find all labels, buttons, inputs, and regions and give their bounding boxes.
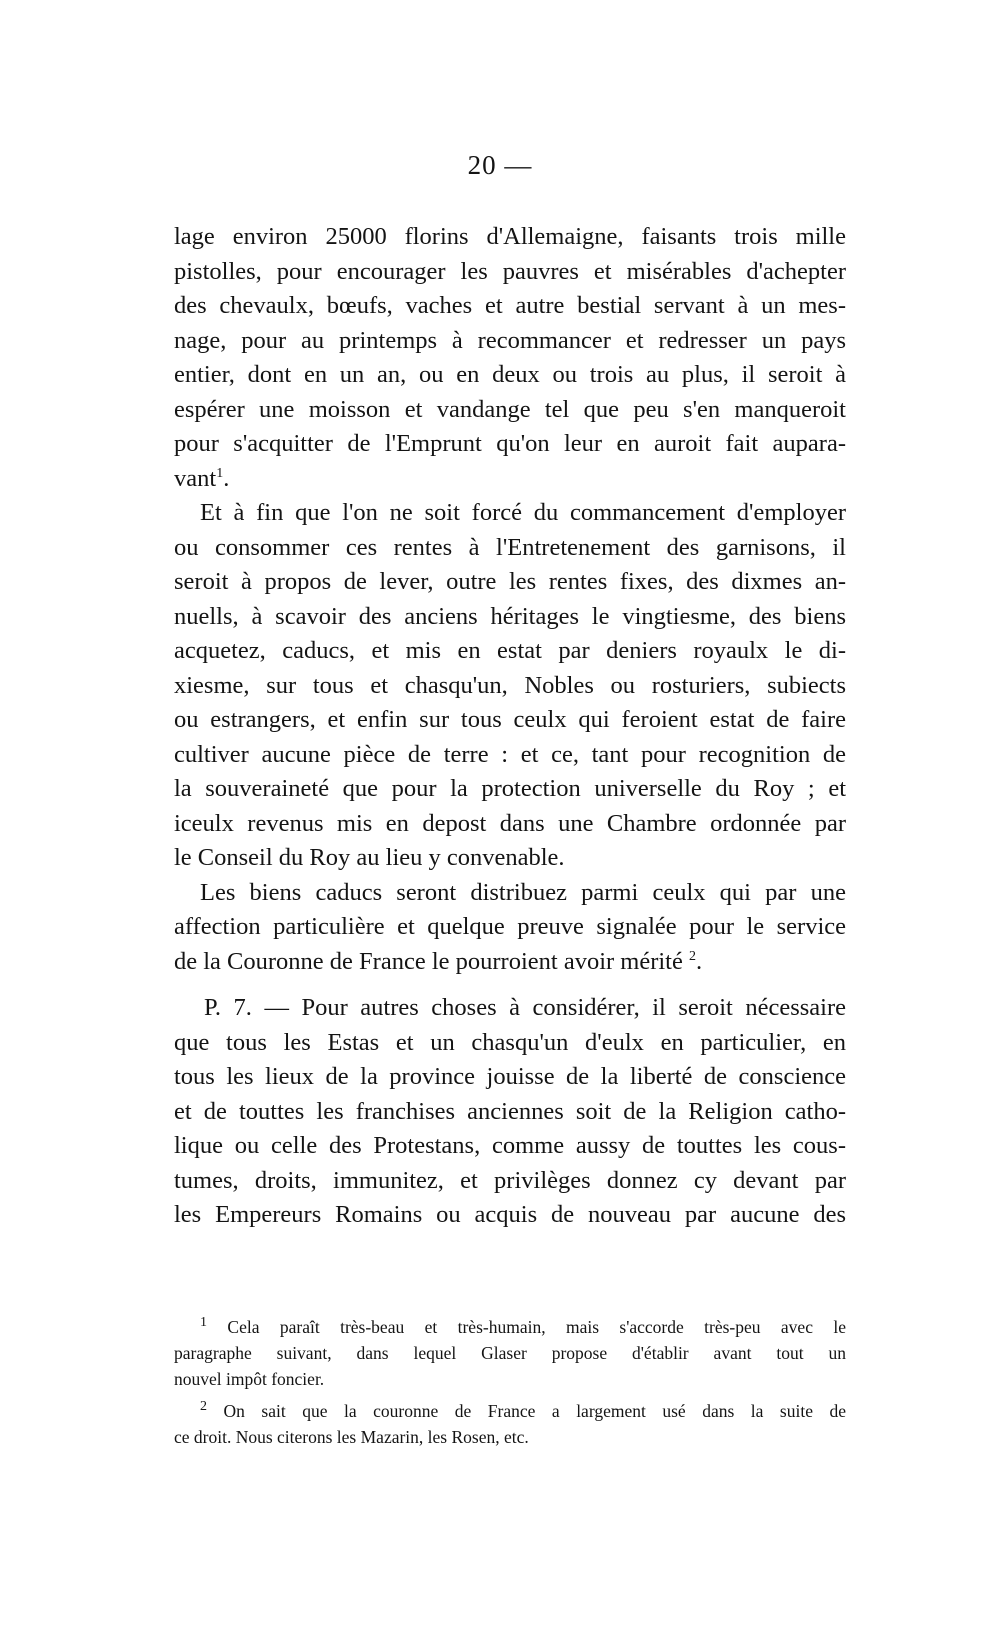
text-line: vant	[174, 464, 217, 492]
text-line: seroit à propos de lever, outre les rentes fixes, des dixmes an-	[174, 568, 846, 595]
page-number: 20 —	[467, 150, 533, 180]
footnote-line	[174, 1398, 846, 1424]
text-line: et de touttes les franchises anciennes soit de la Religion catho-	[174, 1097, 846, 1125]
text-line: acquetez, caducs, et mis en estat par deniers royaulx le di-	[174, 637, 846, 664]
text-line: espérer une moisson et vandange tel que peu s'en manqueroit	[174, 395, 846, 423]
text-line: pour s'acquitter de l'Emprunt qu'on leur en auroit fait aupara-	[174, 430, 846, 457]
text-line: de la Couronne de France le pourroient avoir mérité	[174, 947, 683, 975]
footnote-mark-2: 2	[200, 1399, 207, 1415]
text-line: Et à fin que l'on ne soit forcé du commancement d'employer	[200, 499, 846, 526]
text-line: pistolles, pour encourager les pauvres et misérables d'achepter	[174, 257, 846, 285]
footnote-line	[174, 1314, 846, 1340]
text-line: entier, dont en un an, ou en deux ou trois au plus, il seroit à	[174, 361, 846, 388]
footnote-line: nouvel impôt foncier.	[174, 1369, 325, 1389]
footnote-mark-1: 1	[200, 1315, 207, 1331]
footnote-ref-1: 1	[216, 465, 224, 481]
section-gap	[174, 979, 846, 991]
text-line: nuells, à scavoir des anciens héritages le vingtiesme, des biens	[174, 602, 846, 630]
text-line-with-footnote	[174, 462, 846, 497]
text-line: cultiver aucune pièce de terre : et ce, tant pour recognition de	[174, 740, 846, 768]
footnote-text: Cela paraît très-beau et très-humain, mais s'accorde très-peu avec le	[227, 1317, 846, 1337]
text-line: que tous les Estas et un chasqu'un d'eulx en particulier, en	[174, 1028, 846, 1056]
text-line: ou consommer ces rentes à l'Entretenement des garnisons, il	[174, 533, 846, 561]
text-line: Les biens caducs seront distribuez parmi ceulx qui par une	[200, 878, 846, 906]
footnote-ref-2: 2	[689, 948, 696, 964]
text-line: ou estrangers, et enfin sur tous ceulx qui feroient estat de faire	[174, 706, 846, 733]
period: .	[223, 464, 230, 492]
text-line: les Empereurs Romains ou acquis de nouveau par aucune des	[174, 1201, 846, 1228]
text-line: le Conseil du Roy au lieu y convenable.	[174, 844, 565, 871]
text-line: tous les lieux de la province jouisse de la liberté de conscience	[174, 1063, 846, 1090]
text-line: lique ou celle des Protestans, comme aussy de touttes les cous-	[174, 1132, 846, 1159]
text-line: lage environ 25000 florins d'Allemaigne, faisants trois mille	[174, 223, 846, 250]
text-line: des chevaulx, bœufs, vaches et autre bestial servant à un mes-	[174, 292, 846, 319]
text-line: la souveraineté que pour la protection universelle du Roy ; et	[174, 775, 846, 802]
text-line: affection particulière et quelque preuve signalée pour le service	[174, 913, 846, 940]
footnote-line: paragraphe suivant, dans lequel Glaser propose d'établir avant tout un	[174, 1343, 846, 1363]
text-line: xiesme, sur tous et chasqu'un, Nobles ou rosturiers, subiects	[174, 671, 846, 699]
footnotes	[174, 1314, 846, 1450]
text-line: tumes, droits, immunitez, et privilèges donnez cy devant par	[174, 1166, 846, 1194]
period: .	[696, 947, 703, 975]
text-line: nage, pour au printemps à recommancer et redresser un pays	[174, 326, 846, 354]
text-line: P. 7. — Pour autres choses à considérer, il seroit nécessaire	[204, 994, 846, 1021]
footnote-text: On sait que la couronne de France a largement usé dans la suite de	[223, 1401, 846, 1421]
body-text	[174, 220, 846, 1233]
text-line-with-footnote	[174, 945, 846, 980]
text-line: iceulx revenus mis en depost dans une Chambre ordonnée par	[174, 809, 846, 837]
footnote-line: ce droit. Nous citerons les Mazarin, les Rosen, etc.	[174, 1427, 529, 1447]
